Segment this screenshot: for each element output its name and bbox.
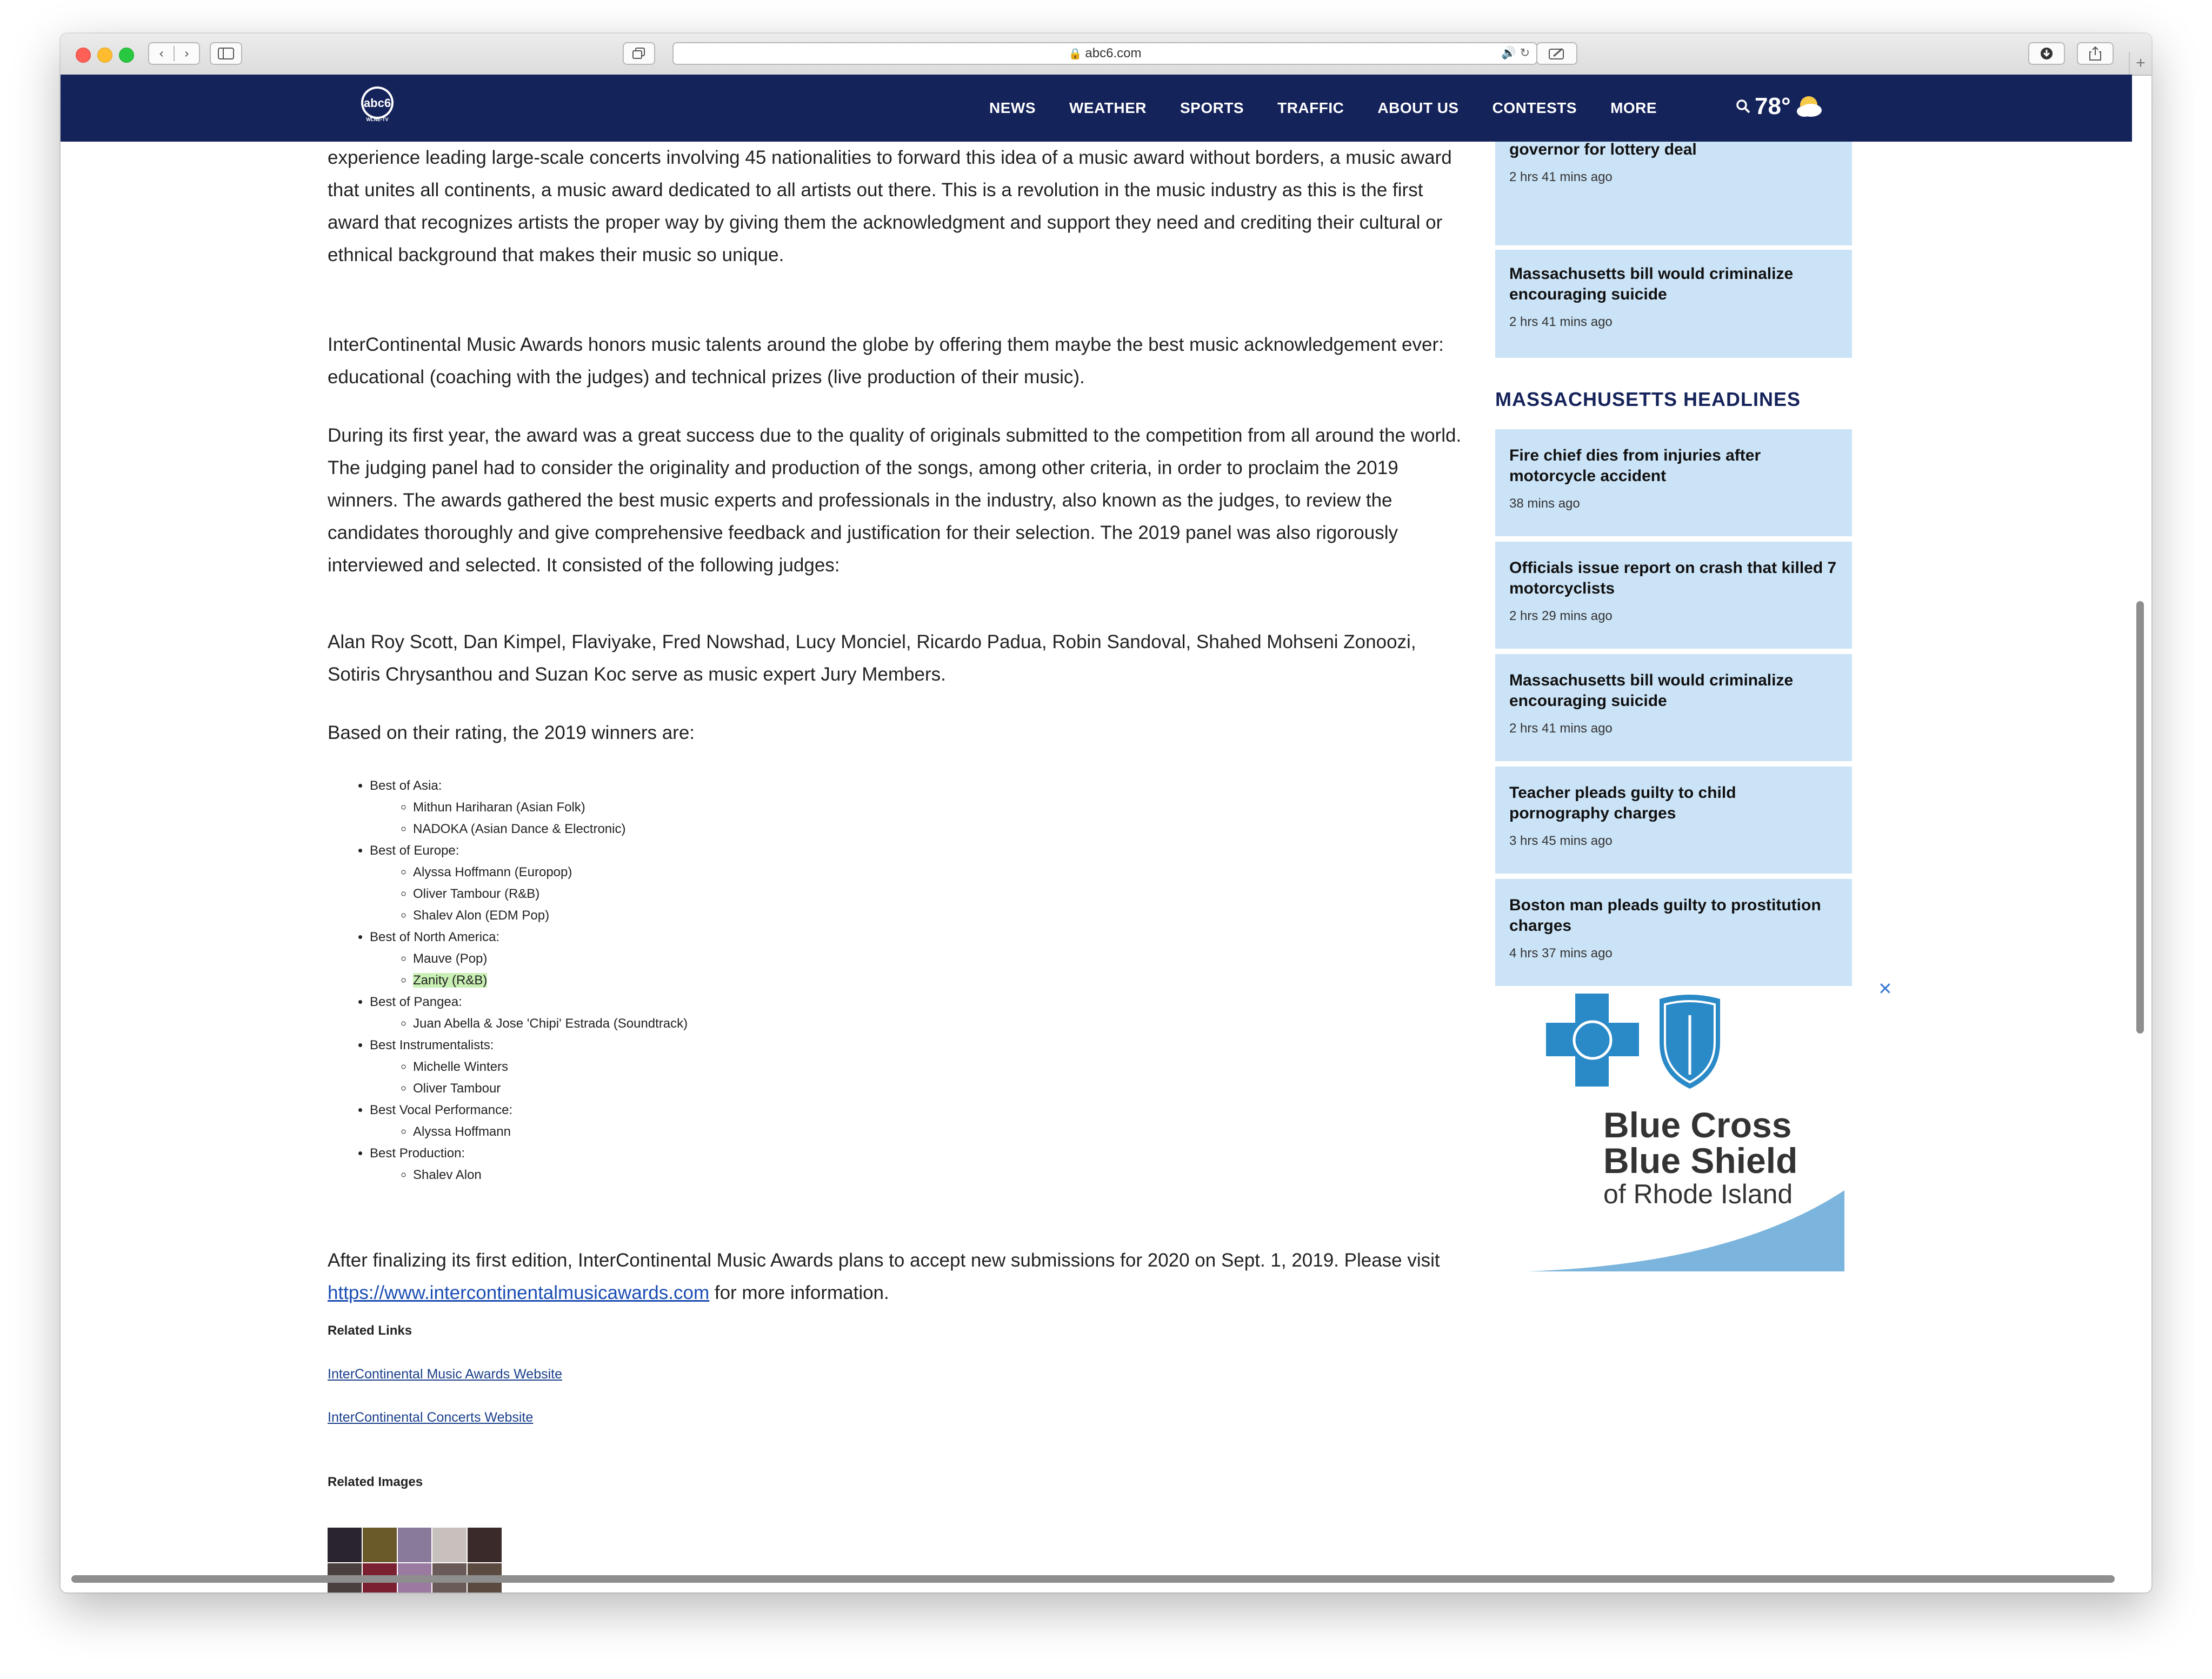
nav-news[interactable]: NEWS: [989, 99, 1036, 116]
story-title: governor for lottery deal: [1509, 141, 1697, 158]
article-paragraph: experience leading large-scale concerts involving 45 nationalities to forward this idea of a music award without borders, a music award that unites all continents, a music award dedicated to all artists out there. This is a revolution in the music industry as this is the first award that recognizes artists the proper way by giving them the acknowledgment and support they need and crediting their cultural or ethnical background that makes their music so unique.: [328, 147, 1452, 265]
sidebar-icon: [218, 48, 234, 59]
zoom-window-button[interactable]: [119, 48, 134, 63]
related-link-awards[interactable]: InterContinental Music Awards Website: [328, 1367, 563, 1382]
tabs-icon: [632, 47, 646, 60]
back-button[interactable]: ‹: [158, 46, 164, 61]
headline-time: 2 hrs 29 mins ago: [1509, 609, 1613, 623]
vertical-scrollbar[interactable]: [2136, 601, 2144, 1034]
search-icon[interactable]: [1735, 98, 1751, 115]
article-paragraph: Based on their rating, the 2019 winners are:: [328, 722, 695, 743]
winner-item: ◦ Shalev Alon (EDM Pop): [413, 905, 688, 927]
reload-icon[interactable]: ↻: [1520, 46, 1530, 60]
browser-toolbar: [61, 34, 2151, 76]
winner-item: ◦ Mithun Hariharan (Asian Folk): [413, 797, 688, 818]
winners-list: [328, 775, 688, 1186]
address-bar[interactable]: [672, 42, 1537, 65]
winner-item: ◦ NADOKA (Asian Dance & Electronic): [413, 818, 688, 840]
winner-item: ◦ Oliver Tambour (R&B): [413, 883, 688, 905]
headline-card[interactable]: [1495, 767, 1852, 874]
headline-title: Officials issue report on crash that killed 7 motorcyclists: [1509, 559, 1837, 597]
nav-contests[interactable]: CONTESTS: [1492, 99, 1577, 116]
nav-about-us[interactable]: ABOUT US: [1377, 99, 1459, 116]
nav-weather[interactable]: WEATHER: [1069, 99, 1147, 116]
winner-item: ◦ Alyssa Hoffmann: [413, 1121, 688, 1143]
winner-item: ◦ Alyssa Hoffmann (Europop): [413, 862, 688, 883]
blue-shield-logo-icon: [1660, 995, 1720, 1089]
headline-title: Teacher pleads guilty to child pornography charges: [1509, 784, 1736, 822]
article-paragraph: InterContinental Music Awards honors music talents around the globe by offering them maybe the best music acknowledgement ever: educational (coaching with the judges) and technical prizes (live production of their music).: [328, 334, 1444, 388]
reader-notes-button[interactable]: [1536, 42, 1577, 65]
downloads-button[interactable]: [2028, 42, 2065, 65]
related-link-concerts[interactable]: InterContinental Concerts Website: [328, 1410, 534, 1425]
winner-item-highlighted: ◦ Zanity (R&B): [413, 970, 688, 991]
headline-time: 3 hrs 45 mins ago: [1509, 834, 1613, 848]
story-time: 2 hrs 41 mins ago: [1509, 315, 1613, 329]
download-icon: [2040, 46, 2054, 61]
winner-item: ◦ Juan Abella & Jose 'Chipi' Estrada (Soundtrack): [413, 1013, 688, 1035]
lock-icon: 🔒: [1068, 48, 1082, 60]
ad-line-2: Blue Shield: [1603, 1141, 1798, 1181]
headline-time: 2 hrs 41 mins ago: [1509, 721, 1613, 736]
ad-line-1: Blue Cross: [1603, 1105, 1792, 1145]
winner-category: • Best Instrumentalists: ◦ Michelle Winters ◦ Oliver Tambour: [370, 1035, 688, 1100]
winner-item: ◦ Michelle Winters: [413, 1056, 688, 1078]
nav-more[interactable]: MORE: [1610, 99, 1657, 116]
story-title: Massachusetts bill would criminalize encouraging suicide: [1509, 265, 1794, 303]
headline-card[interactable]: [1495, 429, 1852, 536]
temperature[interactable]: 78°: [1755, 93, 1791, 119]
partly-cloudy-icon: [1793, 93, 1823, 119]
ad-close-icon[interactable]: ✕: [1878, 978, 1893, 999]
nav-sports[interactable]: SPORTS: [1180, 99, 1244, 116]
related-images-heading: Related Images: [328, 1475, 423, 1489]
story-time: 2 hrs 41 mins ago: [1509, 170, 1613, 184]
related-images-thumbnail[interactable]: [328, 1528, 502, 1593]
nav-traffic[interactable]: TRAFFIC: [1277, 99, 1344, 116]
headline-card[interactable]: [1495, 879, 1852, 986]
winner-category: • Best of Asia: ◦ Mithun Hariharan (Asian Folk) ◦ NADOKA (Asian Dance & Electronic): [370, 775, 688, 840]
headline-title: Fire chief dies from injuries after motorcycle accident: [1509, 447, 1761, 485]
logo-sub-text: WLNE-TV: [366, 117, 389, 122]
winner-category: • Best of Pangea: ◦ Juan Abella & Jose 'Chipi' Estrada (Soundtrack): [370, 991, 688, 1035]
winner-category: • Best Vocal Performance: ◦ Alyssa Hoffmann: [370, 1100, 688, 1143]
headline-card[interactable]: [1495, 542, 1852, 649]
new-tab-button[interactable]: +: [2129, 52, 2151, 75]
headline-card[interactable]: [1495, 654, 1852, 761]
forward-button[interactable]: ›: [174, 46, 199, 61]
winner-category: • Best of Europe: ◦ Alyssa Hoffmann (Europop) ◦ Oliver Tambour (R&B) ◦ Shalev Alon (EDM Pop): [370, 840, 688, 927]
logo-abc-text: abc6: [363, 96, 391, 110]
related-links-heading: Related Links: [328, 1323, 412, 1338]
bcbs-advertisement[interactable]: [1528, 994, 1844, 1271]
minimize-window-button[interactable]: [97, 48, 112, 63]
history-nav: [148, 42, 200, 65]
abc6-logo[interactable]: [355, 82, 411, 125]
sidebar-toggle-button[interactable]: [210, 42, 242, 65]
close-window-button[interactable]: [76, 48, 91, 63]
article-paragraph: After finalizing its first edition, InterContinental Music Awards plans to accept new submissions for 2020 on Sept. 1, 2019. Please visit https://www.intercontinentalmusicawards.com for more information.: [328, 1250, 1440, 1303]
share-icon: [2089, 46, 2102, 61]
article-paragraph: Alan Roy Scott, Dan Kimpel, Flaviyake, Fred Nowshad, Lucy Monciel, Ricardo Padua, Robin Sandoval, Shahed Mohseni Zonoozi, Sotiris Chrysanthou and Suzan Koc serve as music expert Jury Members.: [328, 631, 1416, 685]
headline-time: 38 mins ago: [1509, 496, 1580, 511]
article-paragraph: During its first year, the award was a great success due to the quality of originals submitted to the competition from all around the world. The judging panel had to consider the originality and production of the songs, among other criteria, in order to proclaim the 2019 winners. The awards gathered the best music experts and professionals in the industry, also known as the judges, to review the candidates thoroughly and give comprehensive feedback and justification for their selection. The 2019 panel was also rigorously interviewed and selected. It consisted of the following judges:: [328, 425, 1462, 576]
tabs-overview-button[interactable]: [623, 42, 655, 65]
winner-item: ◦ Mauve (Pop): [413, 948, 688, 970]
winner-category: • Best of North America: ◦ Mauve (Pop) ◦ Zanity (R&B): [370, 927, 688, 991]
edit-icon: [1548, 47, 1565, 60]
main-nav: [989, 75, 1690, 142]
ad-line-3: of Rhode Island: [1603, 1179, 1793, 1209]
winner-item: ◦ Oliver Tambour: [413, 1078, 688, 1100]
browser-window: [61, 34, 2151, 1593]
massachusetts-headlines-heading: MASSACHUSETTS HEADLINES: [1495, 388, 1801, 410]
horizontal-scrollbar[interactable]: [71, 1575, 2115, 1583]
url-text: abc6.com: [1085, 46, 1142, 61]
winner-item: ◦ Shalev Alon: [413, 1164, 688, 1186]
winner-category: • Best Production: ◦ Shalev Alon: [370, 1143, 688, 1186]
sidebar-story-card[interactable]: [1495, 250, 1852, 358]
headline-title: Massachusetts bill would criminalize encouraging suicide: [1509, 671, 1794, 710]
icma-url-link[interactable]: https://www.intercontinentalmusicawards.com: [328, 1282, 710, 1303]
audio-icon[interactable]: 🔊: [1501, 46, 1516, 60]
blue-cross-logo-icon: [1546, 994, 1639, 1087]
headline-title: Boston man pleads guilty to prostitution charges: [1509, 896, 1821, 935]
site-header: [61, 75, 2132, 142]
headline-time: 4 hrs 37 mins ago: [1509, 946, 1613, 961]
share-button[interactable]: [2077, 42, 2114, 65]
sidebar-story-card[interactable]: [1495, 142, 1852, 245]
